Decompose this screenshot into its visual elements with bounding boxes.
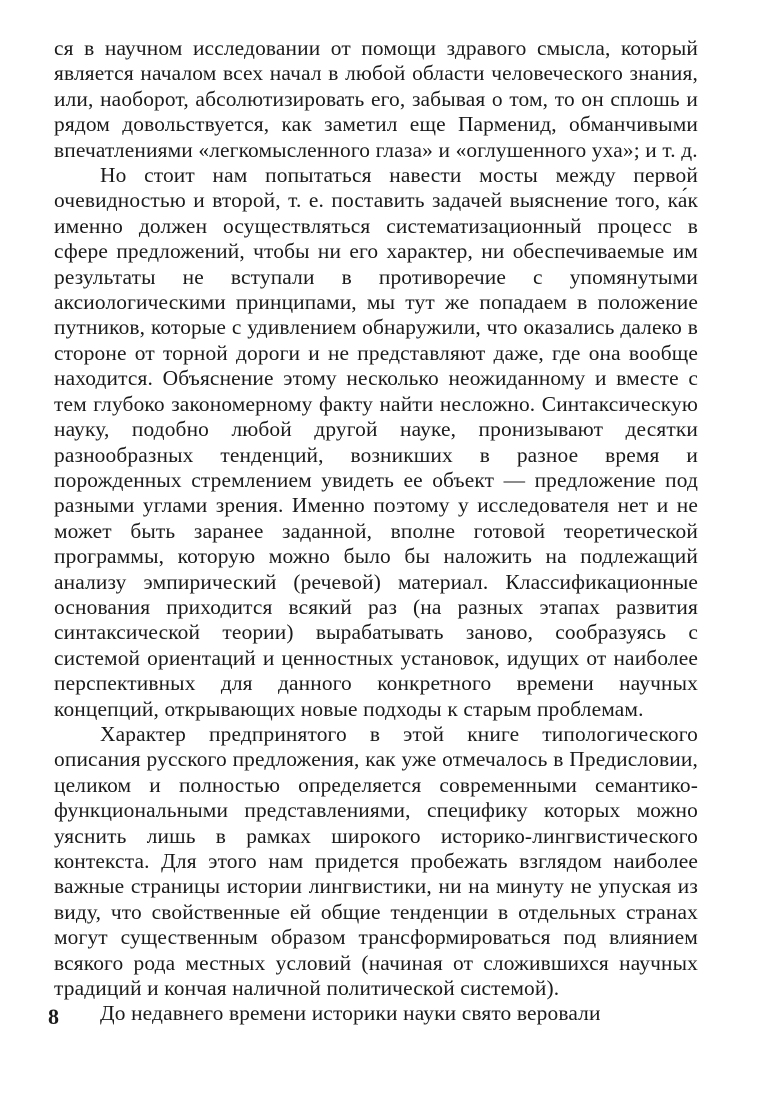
paragraph-bridges: Но стоит нам попытаться навести мосты между первой очевидностью и второй, т. е. поставить задачей выяснение того, ка́к именно должен осуществляться систематизационный процесс в сфере предложений, чтобы ни его характер, ни обеспечиваемые им результаты не вступали в противоречие с упомянутыми аксиологическими принципами, мы тут же попадаем в положение путников, которые с удивлением обнаружили, что оказались далеко в стороне от торной дороги и не представляют даже, где она вообще находится. Объяснение этому несколько неожиданному и вместе с тем глубоко закономерному факту найти несложно. Синтаксическую науку, подобно любой другой науке, пронизывают десятки разнообразных тенденций, возникших в разное время и порожденных стремлением увидеть ее объект — предложение под разными углами зрения. Именно поэтому у исследователя нет и не может быть заранее заданной, вполне готовой теоретической программы, которую можно было бы наложить на подлежащий анализу эмпирический (речевой) материал. Классификационные основания приходится всякий раз (на разных этапах развития синтаксической теории) вырабатывать заново, сообразуясь с системой ориентаций и ценностных установок, идущих от наиболее перспективных для данного конкретного времени научных концепций, открывающих новые подходы к старым проблемам.: [54, 163, 698, 721]
paragraph-continuation: ся в научном исследовании от помощи здравого смысла, который является началом всех начал в любой области человеческого знания, или, наоборот, абсолютизировать его, забывая о том, то он сплошь и рядом довольствуется, как заметил еще Парменид, обманчивыми впечатлениями «легкомысленного глаза» и «оглушенного уха»; и т. д.: [54, 36, 698, 162]
paragraph-historians: До недавнего времени историки науки свято веровали: [100, 1001, 601, 1026]
page-text-block: [54, 36, 698, 1027]
paragraph-typology: Характер предпринятого в этой книге типологического описания русского предложения, как уже отмечалось в Предисловии, целиком и полностью определяется современными семантико-функциональными представлениями, специфику которых можно уяснить лишь в рамках широкого историко-лингвистического контекста. Для этого нам придется пробежать взглядом наиболее важные страницы истории лингвистики, ни на минуту не упуская из виду, что свойственные ей общие тенденции в отдельных странах могут существенным образом трансформироваться под влиянием всякого рода местных условий (начиная от сложившихся научных традиций и кончая наличной политической системой).: [54, 721, 698, 1001]
page-number: 8: [48, 1004, 59, 1029]
